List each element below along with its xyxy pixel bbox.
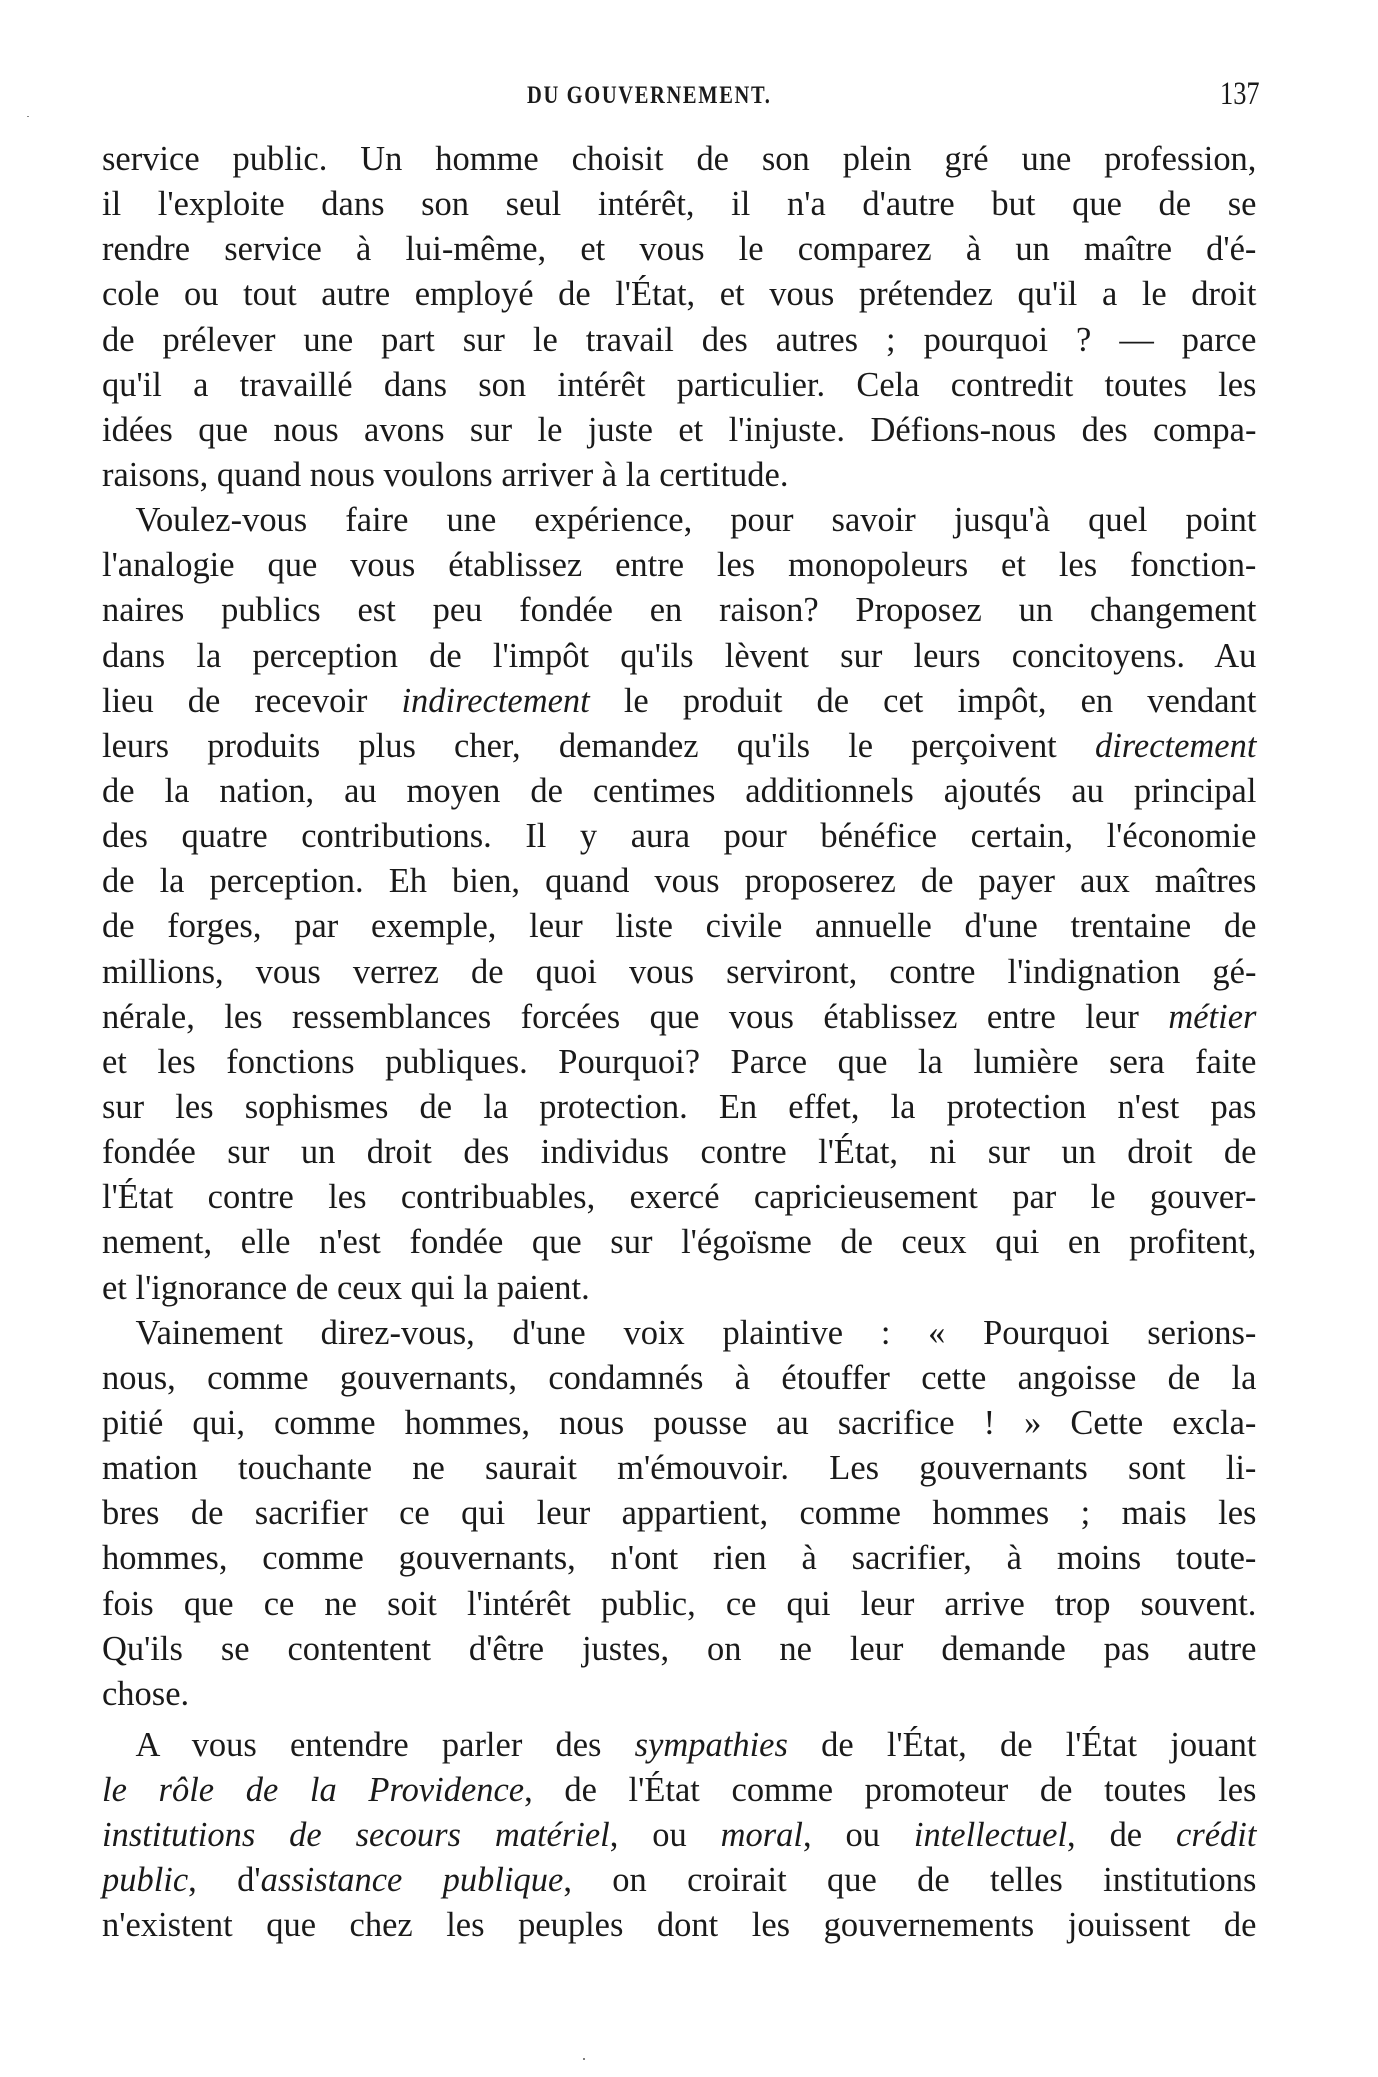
text-fragment: nous, comme gouvernants, condamnés à étouffer cette angoisse de la xyxy=(102,1357,1257,1397)
text-fragment: n'existent que chez les peuples dont les gouvernements jouissent de xyxy=(102,1905,1257,1945)
text-line xyxy=(102,813,1256,858)
text-line xyxy=(102,1129,1256,1174)
text-fragment: mation touchante ne saurait m'émouvoir. Les gouvernants sont li- xyxy=(102,1448,1257,1488)
italic-text-fragment: assistance publique xyxy=(260,1860,564,1900)
italic-text-fragment: moral xyxy=(720,1815,803,1855)
text-line xyxy=(102,1039,1256,1084)
text-fragment: naires publics est peu fondée en raison? Proposez un changement xyxy=(102,590,1257,630)
body-text xyxy=(102,136,1274,1948)
text-fragment: nérale, les ressemblances forcées que vous établissez entre leur xyxy=(102,996,1169,1036)
text-fragment: Voulez-vous faire une expérience, pour savoir jusqu'à quel point xyxy=(135,500,1257,540)
text-fragment: raisons, quand nous voulons arriver à la certitude. xyxy=(102,454,789,494)
italic-text-fragment: public xyxy=(102,1860,189,1900)
text-line xyxy=(102,994,1256,1039)
text-fragment: , de l'État comme promoteur de toutes les xyxy=(524,1770,1257,1810)
running-title: DU GOUVERNEMENT. xyxy=(527,82,772,109)
text-line xyxy=(102,1219,1256,1264)
text-line xyxy=(102,226,1256,271)
text-line xyxy=(102,723,1256,768)
text-fragment: de l'État, de l'État jouant xyxy=(787,1724,1257,1764)
italic-text-fragment: intellectuel xyxy=(913,1815,1068,1855)
italic-text-fragment: directement xyxy=(1094,725,1257,765)
text-line xyxy=(102,136,1256,181)
text-fragment: de la nation, au moyen de centimes additionnels ajoutés au principal xyxy=(102,770,1257,810)
italic-text-fragment: le rôle de la Providence xyxy=(102,1770,525,1810)
text-fragment: Vainement direz-vous, d'une voix plaintive : « Pourquoi serions- xyxy=(135,1312,1257,1352)
text-fragment: chose. xyxy=(102,1673,190,1713)
text-fragment: de la perception. Eh bien, quand vous proposerez de payer aux maîtres xyxy=(102,861,1257,901)
italic-text-fragment: indirectement xyxy=(401,680,590,720)
text-line xyxy=(102,1722,1256,1767)
italic-text-fragment: sympathies xyxy=(634,1724,788,1764)
scan-speck xyxy=(583,2058,585,2060)
text-line xyxy=(102,1671,1256,1716)
text-fragment: , ou xyxy=(802,1815,914,1855)
text-fragment: l'analogie que vous établissez entre les monopoleurs et les fonction- xyxy=(102,545,1257,585)
italic-text-fragment: institutions de secours matériel xyxy=(102,1815,610,1855)
text-line xyxy=(102,497,1256,542)
running-head xyxy=(0,76,1378,118)
text-fragment: A vous entendre parler des xyxy=(135,1724,635,1764)
text-fragment: fois que ce ne soit l'intérêt public, ce qui leur arrive trop souvent. xyxy=(102,1583,1257,1623)
text-line xyxy=(102,452,1256,497)
text-line xyxy=(102,181,1256,226)
italic-text-fragment: métier xyxy=(1168,996,1257,1036)
text-line xyxy=(102,271,1256,316)
text-fragment: des quatre contributions. Il y aura pour bénéfice certain, l'économie xyxy=(102,816,1257,856)
text-line xyxy=(102,362,1256,407)
text-fragment: le produit de cet impôt, en vendant xyxy=(589,680,1257,720)
text-line xyxy=(102,1535,1256,1580)
text-fragment: , on croirait que de telles institutions xyxy=(563,1860,1257,1900)
text-fragment: de prélever une part sur le travail des autres ; pourquoi ? — parce xyxy=(102,319,1257,359)
italic-text-fragment: crédit xyxy=(1176,1815,1257,1855)
text-line xyxy=(102,587,1256,632)
text-fragment: et les fonctions publiques. Pourquoi? Parce que la lumière sera faite xyxy=(102,1041,1257,1081)
text-fragment: de forges, par exemple, leur liste civile annuelle d'une trentaine de xyxy=(102,906,1257,946)
text-line xyxy=(102,1310,1256,1355)
text-line xyxy=(102,1445,1256,1490)
text-fragment: l'État contre les contribuables, exercé capricieusement par le gouver- xyxy=(102,1177,1257,1217)
text-line xyxy=(102,1174,1256,1219)
text-fragment: , d' xyxy=(188,1860,261,1900)
text-line xyxy=(102,633,1256,678)
text-line xyxy=(102,1812,1256,1857)
text-line xyxy=(102,903,1256,948)
text-fragment: fondée sur un droit des individus contre l'État, ni sur un droit de xyxy=(102,1132,1257,1172)
text-fragment: pitié qui, comme hommes, nous pousse au sacrifice ! » Cette excla- xyxy=(102,1402,1257,1442)
text-fragment: bres de sacrifier ce qui leur appartient, comme hommes ; mais les xyxy=(102,1493,1257,1533)
text-fragment: sur les sophismes de la protection. En effet, la protection n'est pas xyxy=(102,1086,1257,1126)
text-line xyxy=(102,768,1256,813)
text-line xyxy=(102,678,1256,723)
text-fragment: , ou xyxy=(609,1815,721,1855)
text-fragment: dans la perception de l'impôt qu'ils lèvent sur leurs concitoyens. Au xyxy=(102,635,1257,675)
text-fragment: service public. Un homme choisit de son plein gré une profession, xyxy=(102,139,1257,178)
text-fragment: lieu de recevoir xyxy=(102,680,402,720)
text-fragment: idées que nous avons sur le juste et l'injuste. Défions-nous des compa- xyxy=(102,409,1257,449)
text-fragment: il l'exploite dans son seul intérêt, il n'a d'autre but que de se xyxy=(102,184,1257,224)
text-line xyxy=(102,1265,1256,1310)
text-line xyxy=(102,1355,1256,1400)
text-line xyxy=(102,1626,1256,1671)
text-line xyxy=(102,407,1256,452)
text-line xyxy=(102,1902,1256,1947)
text-line xyxy=(102,1857,1256,1902)
text-line xyxy=(102,949,1256,994)
text-line xyxy=(102,1400,1256,1445)
text-fragment: et l'ignorance de ceux qui la paient. xyxy=(102,1267,590,1307)
text-fragment: qu'il a travaillé dans son intérêt particulier. Cela contredit toutes les xyxy=(102,364,1257,404)
text-fragment: millions, vous verrez de quoi vous serviront, contre l'indignation gé- xyxy=(102,951,1257,991)
text-line xyxy=(102,1767,1256,1812)
text-line xyxy=(102,1084,1256,1129)
text-fragment: , de xyxy=(1067,1815,1177,1855)
text-line xyxy=(102,1490,1256,1535)
text-fragment: Qu'ils se contentent d'être justes, on ne leur demande pas autre xyxy=(102,1628,1257,1668)
text-line xyxy=(102,317,1256,362)
page-number: 137 xyxy=(1220,76,1260,112)
text-fragment: rendre service à lui-même, et vous le comparez à un maître d'é- xyxy=(102,229,1257,269)
text-fragment: hommes, comme gouvernants, n'ont rien à sacrifier, à moins toute- xyxy=(102,1538,1257,1578)
text-fragment: nement, elle n'est fondée que sur l'égoïsme de ceux qui en profitent, xyxy=(102,1222,1257,1262)
text-line xyxy=(102,1581,1256,1626)
text-line xyxy=(102,542,1256,587)
text-line xyxy=(102,858,1256,903)
text-fragment: leurs produits plus cher, demandez qu'ils le perçoivent xyxy=(102,725,1095,765)
text-fragment: cole ou tout autre employé de l'État, et vous prétendez qu'il a le droit xyxy=(102,274,1257,314)
